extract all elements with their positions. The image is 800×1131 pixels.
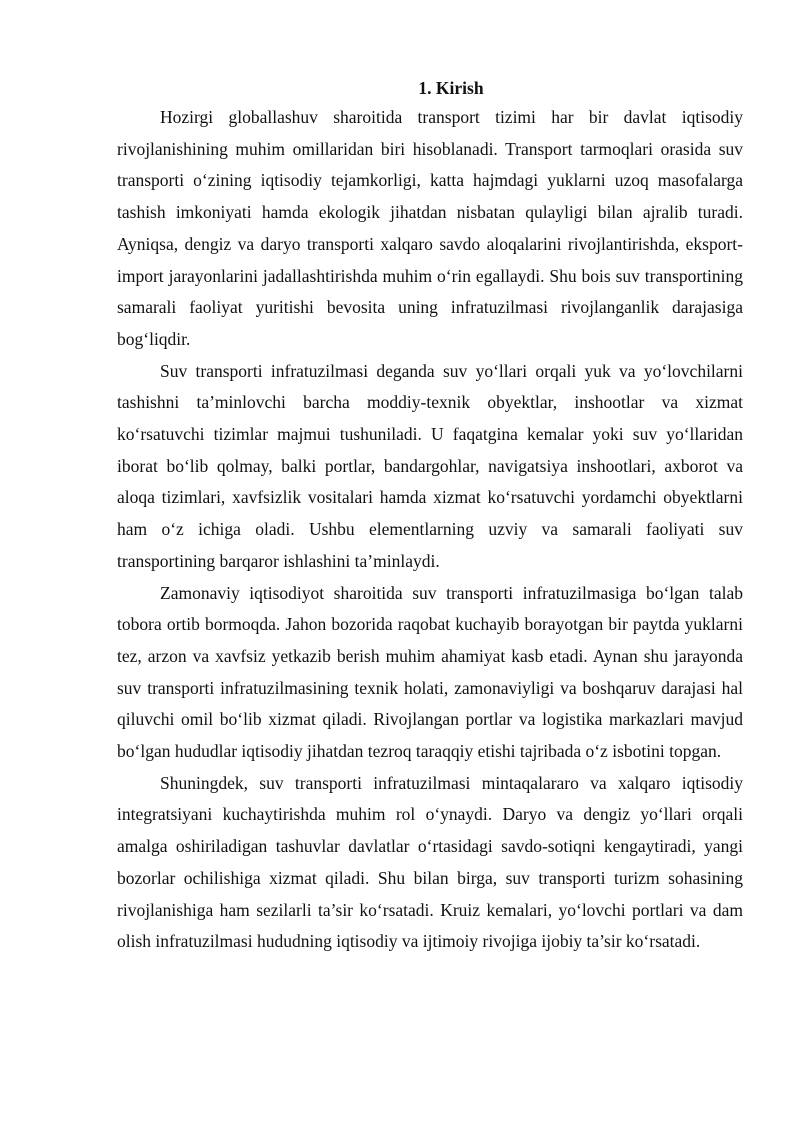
paragraph-1: Hozirgi globallashuv sharoitida transport tizimi har bir davlat iqtisodiy rivojlanishining muhim omillaridan biri hisoblanadi. Transport tarmoqlari orasida suv transporti o‘zining iqtisodiy tejamkorligi, katta hajmdagi yuklarni uzoq masofalarga tashish imkoniyati hamda ekologik jihatdan nisbatan qulayligi bilan ajralib turadi. Ayniqsa, dengiz va daryo transporti xalqaro savdo aloqalarini rivojlantirishda, eksport-import jarayonlarini jadallashtirishda muhim o‘rin egallaydi. Shu bois suv transportining samarali faoliyat yuritishi bevosita uning infratuzilmasi rivojlanganlik darajasiga bog‘liqdir. bbox=[117, 107, 743, 349]
paragraph-3: Zamonaviy iqtisodiyot sharoitida suv transporti infratuzilmasiga bo‘lgan talab tobora ortib bormoqda. Jahon bozorida raqobat kuchayib borayotgan bir paytda yuklarni tez, arzon va xavfsiz yetkazib berish muhim ahamiyat kasb etadi. Aynan shu jarayonda suv transporti infratuzilmasining texnik holati, zamonaviyligi va boshqaruv darajasi hal qiluvchi omil bo‘lib xizmat qiladi. Rivojlangan portlar va logistika markazlari mavjud bo‘lgan hududlar iqtisodiy jihatdan tezroq taraqqiy etishi tajribada o‘z isbotini topgan. bbox=[117, 582, 743, 762]
section-heading: 1. Kirish bbox=[418, 78, 484, 98]
paragraph-2: Suv transporti infratuzilmasi deganda suv yo‘llari orqali yuk va yo‘lovchilarni tashishni ta’minlovchi barcha moddiy-texnik obyektlar, inshootlar va xizmat ko‘rsatuvchi tizimlar majmui tushuniladi. U faqatgina kemalar yoki suv yo‘llaridan iborat bo‘lib qolmay, balki portlar, bandargohlar, navigatsiya inshootlari, axborot va aloqa tizimlari, xavfsizlik vositalari hamda xizmat ko‘rsatuvchi yordamchi obyektlarni ham o‘z ichiga oladi. Ushbu elementlarning uzviy va samarali faoliyati suv transportining barqaror ishlashini ta’minlaydi. bbox=[117, 360, 743, 571]
paragraph-4: Shuningdek, suv transporti infratuzilmasi mintaqalararo va xalqaro iqtisodiy integratsiyani kuchaytirishda muhim rol o‘ynaydi. Daryo va dengiz yo‘llari orqali amalga oshiriladigan tashuvlar davlatlar o‘rtasidagi savdo-sotiqni kengaytiradi, yangi bozorlar ochilishiga xizmat qiladi. Shu bilan birga, suv transporti turizm sohasining rivojlanishiga ham sezilarli ta’sir ko‘rsatadi. Kruiz kemalari, yo‘lovchi portlari va dam olish infratuzilmasi hududning iqtisodiy va ijtimoiy rivojiga ijobiy ta’sir ko‘rsatadi. bbox=[117, 772, 743, 952]
document-body bbox=[117, 74, 743, 958]
